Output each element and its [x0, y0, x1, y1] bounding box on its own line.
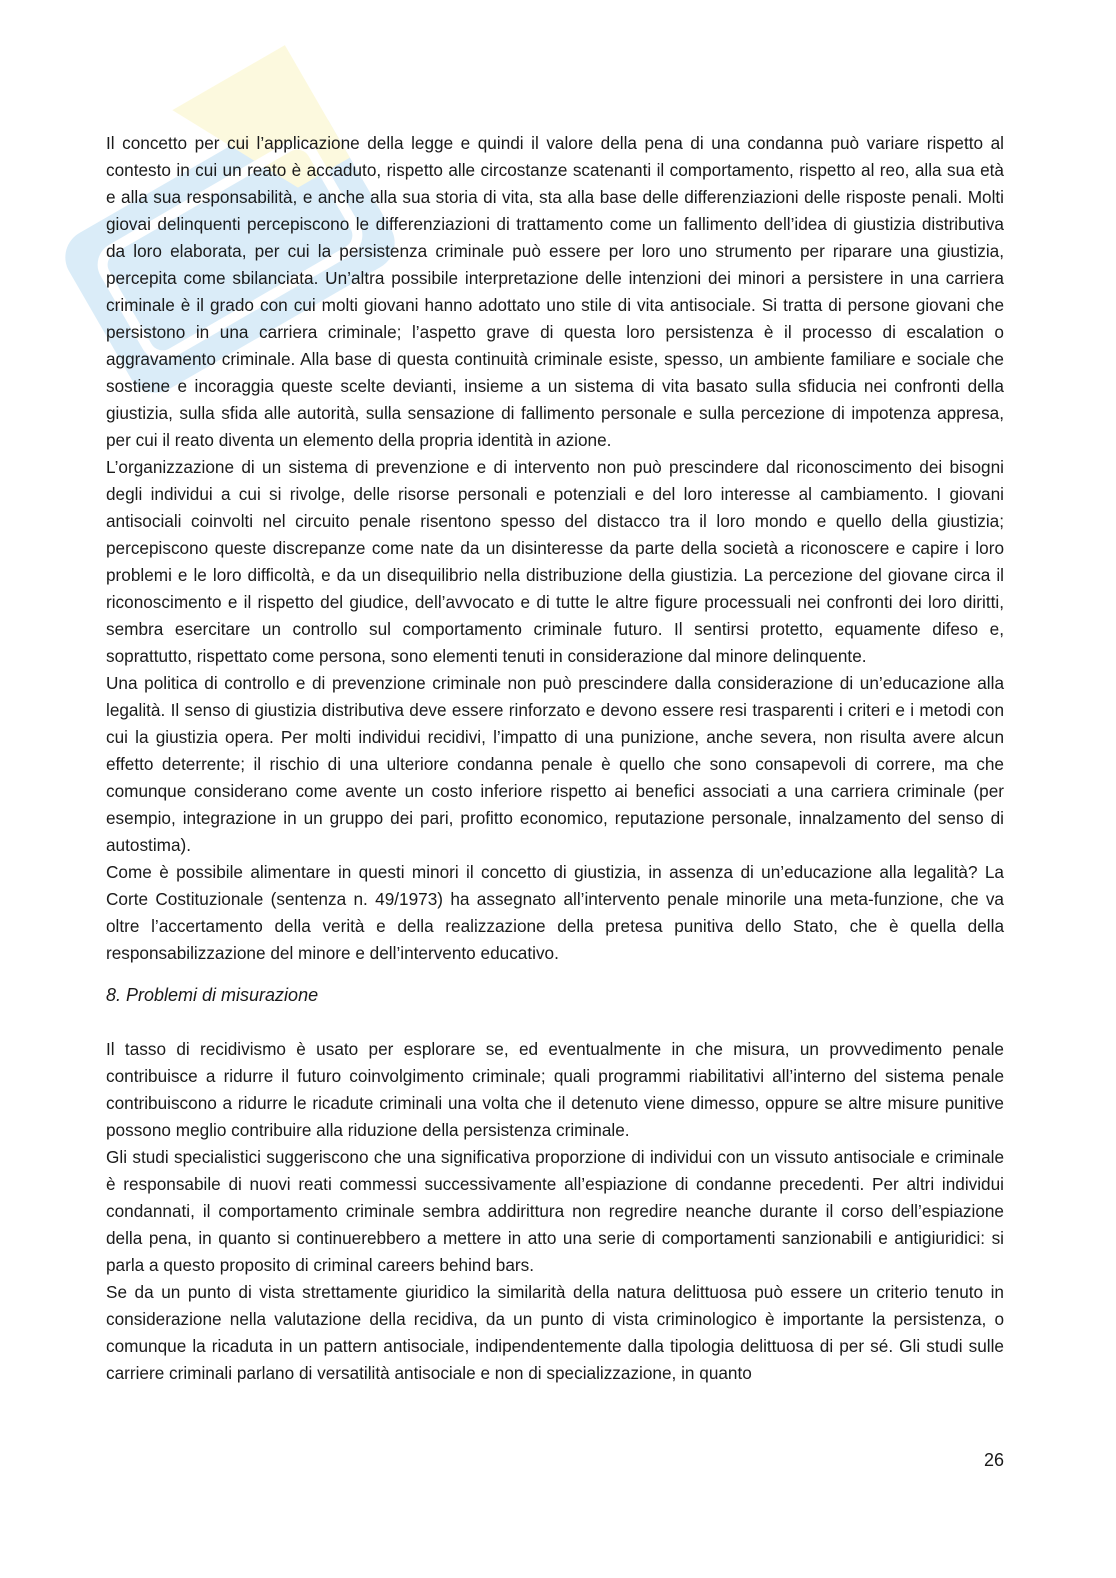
paragraph: Gli studi specialistici suggeriscono che una significativa proporzione di individui con un vissuto antisociale e criminale è responsabile di nuovi reati commessi successivamente all’espiazione di condanne precedenti. Per altri individui condannati, il comportamento criminale sembra addirittura non regredire neanche durante il corso dell’espiazione della pena, in quanto si continuerebbero a mettere in atto una serie di comportamenti sanzionabili e antigiuridici: si parla a questo proposito di criminal careers behind bars.	[106, 1147, 1004, 1275]
paragraph: Il concetto per cui l’applicazione della legge e quindi il valore della pena di una condanna può variare rispetto al contesto in cui un reato è accaduto, rispetto alle circostanze scatenanti il comportamento, rispetto al reo, alla sua età e alla sua responsabilità, e anche alla sua storia di vita, sta alla base delle differenziazioni delle risposte penali. Molti giovai delinquenti percepiscono le differenziazioni di trattamento come un fallimento dell’idea di giustizia distributiva da loro elaborata, per cui la persistenza criminale può essere per loro uno strumento per riparare una giustizia, percepita come sbilanciata. Un’altra possibile interpretazione delle intenzioni dei minori a persistere in una carriera criminale è il grado con cui molti giovani hanno adottato uno stile di vita antisociale. Si tratta di persone giovani che persistono in una carriera criminale; l’aspetto grave di questa loro persistenza è il processo di escalation o aggravamento criminale. Alla base di questa continuità criminale esiste, spesso, un ambiente familiare e sociale che sostiene e incoraggia queste scelte devianti, insieme a un sistema di vita basato sulla sfiducia nei confronti della giustizia, sulla sfida alle autorità, sulla sensazione di fallimento personale e sulla percezione di impotenza appresa, per cui il reato diventa un elemento della propria identità in azione.	[106, 133, 1004, 450]
paragraph: Se da un punto di vista strettamente giuridico la similarità della natura delittuosa può essere un criterio tenuto in considerazione nella valutazione della recidiva, da un punto di vista criminologico è importante la persistenza, o comunque la ricaduta in un pattern antisociale, indipendentemente dalla tipologia delittuosa di per sé. Gli studi sulle carriere criminali parlano di versatilità antisociale e non di specializzazione, in quanto	[106, 1282, 1004, 1383]
paragraph: L’organizzazione di un sistema di prevenzione e di intervento non può prescindere dal riconoscimento dei bisogni degli individui a cui si rivolge, delle risorse personali e potenziali e del loro interesse al cambiamento. I giovani antisociali coinvolti nel circuito penale risentono spesso del distacco tra il loro mondo e quello della giustizia; percepiscono queste discrepanze come nate da un disinteresse da parte della società a riconoscere e capire i loro problemi e le loro difficoltà, e da un disequilibrio nella distribuzione della giustizia. La percezione del giovane circa il riconoscimento e il rispetto del giudice, dell’avvocato e di tutte le altre figure processuali nei confronti dei loro diritti, sembra esercitare un controllo sul comportamento criminale futuro. Il sentirsi protetto, equamente difeso e, soprattutto, rispettato come persona, sono elementi tenuti in considerazione dal minore delinquente.	[106, 457, 1004, 666]
paragraph: Come è possibile alimentare in questi minori il concetto di giustizia, in assenza di un’educazione alla legalità? La Corte Costituzionale (sentenza n. 49/1973) ha assegnato all’intervento penale minorile una meta-funzione, che va oltre l’accertamento della verità e della realizzazione della pretesa punitiva dello Stato, che è quella della responsabilizzazione del minore e dell’intervento educativo.	[106, 862, 1004, 963]
section-heading: 8. Problemi di misurazione	[106, 985, 319, 1005]
paragraph: Una politica di controllo e di prevenzione criminale non può prescindere dalla considerazione di un’educazione alla legalità. Il senso di giustizia distributiva deve essere rinforzato e devono essere resi trasparenti i criteri e i metodi con cui la giustizia opera. Per molti individui recidivi, l’impatto di una punizione, anche severa, non risulta avere alcun effetto deterrente; il rischio di una ulteriore condanna penale è quello che sono consapevoli di correre, ma che comunque considerano come avente un costo inferiore rispetto ai benefici associati a una carriera criminale (per esempio, integrazione in un gruppo dei pari, profitto economico, reputazione personale, innalzamento del senso di autostima).	[106, 673, 1004, 855]
document-body	[106, 130, 1004, 1387]
page-number: 26	[983, 1450, 1004, 1470]
paragraph: Il tasso di recidivismo è usato per esplorare se, ed eventualmente in che misura, un provvedimento penale contribuisce a ridurre il futuro coinvolgimento criminale; quali programmi riabilitativi all’interno del sistema penale contribuiscono a ridurre le ricadute criminali una volta che il detenuto viene dimesso, oppure se altre misure punitive possono meglio contribuire alla riduzione della persistenza criminale.	[106, 1039, 1004, 1140]
